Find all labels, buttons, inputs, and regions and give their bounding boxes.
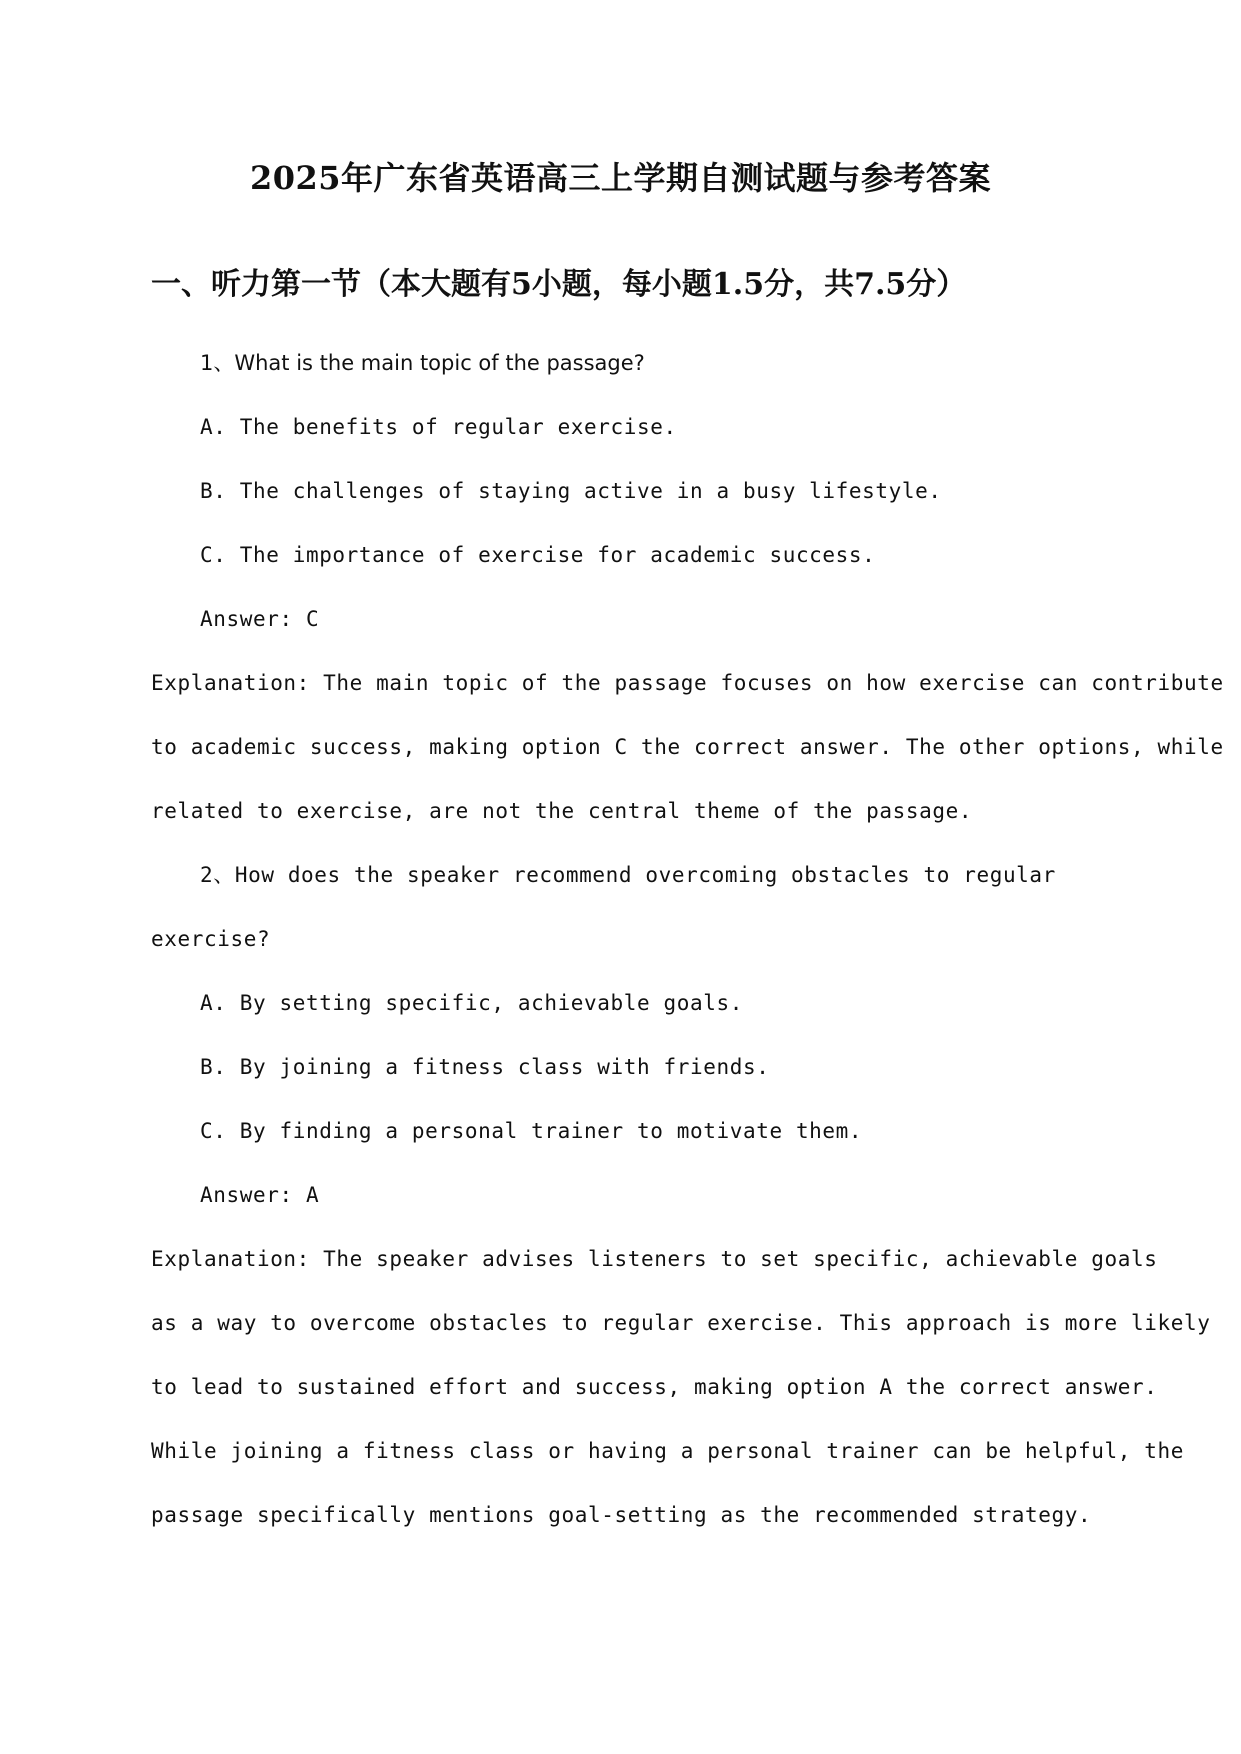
question-2-explanation-line: While joining a fitness class or having a personal trainer can be helpful, the [151, 1439, 1184, 1463]
question-1-answer: Answer: C [200, 607, 320, 631]
section-heading: 一、听力第一节（本大题有5小题，每小题1.5分，共7.5分） [151, 267, 967, 302]
question-2-answer: Answer: A [200, 1183, 320, 1207]
question-2-option-c: C. By finding a personal trainer to motivate them. [200, 1119, 863, 1143]
question-2-explanation-line: to lead to sustained effort and success, making option A the correct answer. [151, 1375, 1158, 1399]
question-2-stem: 2、How does the speaker recommend overcoming obstacles to regular [200, 863, 1056, 887]
question-2-explanation-line: as a way to overcome obstacles to regular exercise. This approach is more likely [151, 1311, 1211, 1335]
question-2-stem-continuation: exercise? [151, 927, 271, 951]
question-2-option-a: A. By setting specific, achievable goals. [200, 991, 743, 1015]
question-2-explanation-line: Explanation: The speaker advises listeners to set specific, achievable goals [151, 1247, 1158, 1271]
question-1-explanation-line: to academic success, making option C the correct answer. The other options, while [151, 735, 1224, 759]
question-1-option-a: A. The benefits of regular exercise. [200, 415, 677, 439]
question-1-explanation-line: Explanation: The main topic of the passage focuses on how exercise can contribute [151, 671, 1224, 695]
question-1-explanation-line: related to exercise, are not the central theme of the passage. [151, 799, 973, 823]
question-1-stem: 1、What is the main topic of the passage? [200, 351, 645, 375]
question-2-explanation-line: passage specifically mentions goal-setting as the recommended strategy. [151, 1503, 1092, 1527]
question-1-option-c: C. The importance of exercise for academic success. [200, 543, 876, 567]
question-1-option-b: B. The challenges of staying active in a busy lifestyle. [200, 479, 942, 503]
question-2-option-b: B. By joining a fitness class with friends. [200, 1055, 770, 1079]
document-title: 2025年广东省英语高三上学期自测试题与参考答案 [249, 159, 992, 197]
